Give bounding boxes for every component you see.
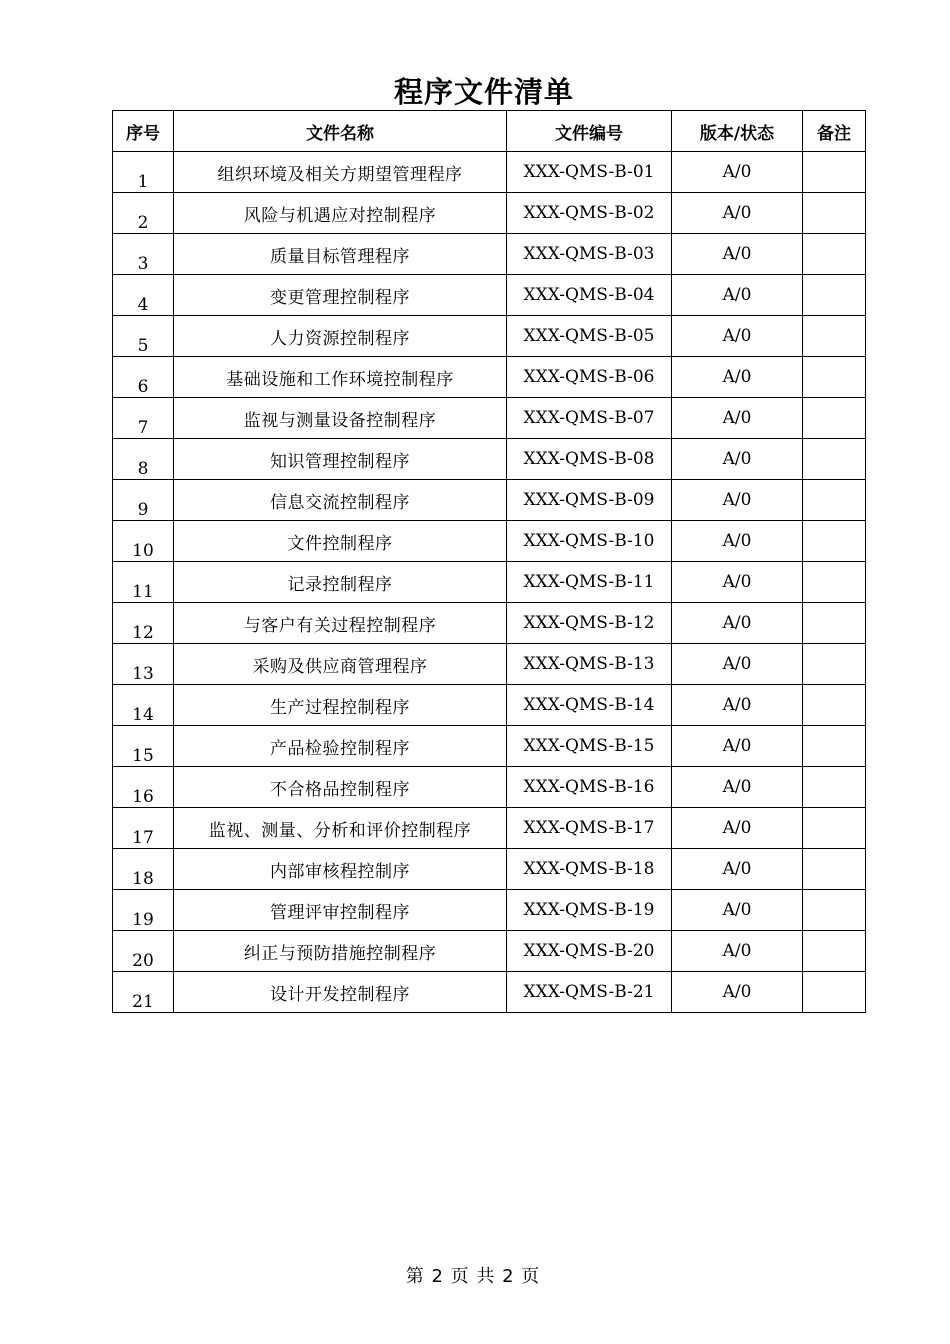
- row-version-cell: A/0: [672, 726, 803, 767]
- row-version-cell: A/0: [672, 849, 803, 890]
- row-remark-cell: [803, 972, 866, 1013]
- row-version-cell: A/0: [672, 316, 803, 357]
- row-index-cell: 12: [113, 603, 174, 644]
- row-version-cell: A/0: [672, 767, 803, 808]
- row-file-code-cell: XXX-QMS-B-18: [507, 849, 672, 890]
- table-row: [113, 849, 866, 890]
- row-file-code-cell: XXX-QMS-B-14: [507, 685, 672, 726]
- table-row: [113, 890, 866, 931]
- header-file-name: 文件名称: [174, 111, 507, 152]
- row-version-cell: A/0: [672, 193, 803, 234]
- row-file-name-cell: 内部审核程控制序: [174, 849, 507, 890]
- table-body: [113, 152, 866, 1013]
- row-index-cell: 10: [113, 521, 174, 562]
- row-index-cell: 18: [113, 849, 174, 890]
- row-index-cell: 7: [113, 398, 174, 439]
- row-remark-cell: [803, 890, 866, 931]
- row-index-cell: 17: [113, 808, 174, 849]
- table-row: [113, 931, 866, 972]
- row-index-cell: 6: [113, 357, 174, 398]
- row-file-name-cell: 基础设施和工作环境控制程序: [174, 357, 507, 398]
- row-index-cell: 15: [113, 726, 174, 767]
- row-remark-cell: [803, 234, 866, 275]
- header-file-code: 文件编号: [507, 111, 672, 152]
- row-file-name-cell: 质量目标管理程序: [174, 234, 507, 275]
- table-row: [113, 152, 866, 193]
- table-row: [113, 316, 866, 357]
- row-version-cell: A/0: [672, 931, 803, 972]
- row-file-code-cell: XXX-QMS-B-01: [507, 152, 672, 193]
- row-index-cell: 21: [113, 972, 174, 1013]
- row-remark-cell: [803, 767, 866, 808]
- table-row: [113, 562, 866, 603]
- row-file-code-cell: XXX-QMS-B-04: [507, 275, 672, 316]
- table-row: [113, 275, 866, 316]
- row-index-cell: 16: [113, 767, 174, 808]
- row-file-name-cell: 设计开发控制程序: [174, 972, 507, 1013]
- row-version-cell: A/0: [672, 890, 803, 931]
- row-remark-cell: [803, 808, 866, 849]
- row-version-cell: A/0: [672, 398, 803, 439]
- procedure-file-table: [112, 110, 866, 1013]
- page-number-footer: 第 2 页 共 2 页: [405, 1266, 541, 1287]
- row-file-name-cell: 采购及供应商管理程序: [174, 644, 507, 685]
- row-file-name-cell: 监视与测量设备控制程序: [174, 398, 507, 439]
- row-file-code-cell: XXX-QMS-B-17: [507, 808, 672, 849]
- row-file-code-cell: XXX-QMS-B-11: [507, 562, 672, 603]
- table-row: [113, 685, 866, 726]
- row-remark-cell: [803, 849, 866, 890]
- row-version-cell: A/0: [672, 152, 803, 193]
- table-row: [113, 398, 866, 439]
- row-file-code-cell: XXX-QMS-B-20: [507, 931, 672, 972]
- row-version-cell: A/0: [672, 603, 803, 644]
- table-row: [113, 726, 866, 767]
- row-file-name-cell: 记录控制程序: [174, 562, 507, 603]
- row-remark-cell: [803, 275, 866, 316]
- row-remark-cell: [803, 398, 866, 439]
- row-remark-cell: [803, 603, 866, 644]
- table-row: [113, 521, 866, 562]
- row-index-cell: 3: [113, 234, 174, 275]
- row-index-cell: 1: [113, 152, 174, 193]
- row-index-cell: 5: [113, 316, 174, 357]
- header-index: 序号: [113, 111, 174, 152]
- row-index-cell: 8: [113, 439, 174, 480]
- row-file-name-cell: 管理评审控制程序: [174, 890, 507, 931]
- row-file-name-cell: 纠正与预防措施控制程序: [174, 931, 507, 972]
- row-file-code-cell: XXX-QMS-B-08: [507, 439, 672, 480]
- row-file-name-cell: 产品检验控制程序: [174, 726, 507, 767]
- row-file-code-cell: XXX-QMS-B-16: [507, 767, 672, 808]
- table-row: [113, 603, 866, 644]
- row-index-cell: 9: [113, 480, 174, 521]
- row-remark-cell: [803, 316, 866, 357]
- row-version-cell: A/0: [672, 562, 803, 603]
- row-file-name-cell: 生产过程控制程序: [174, 685, 507, 726]
- row-version-cell: A/0: [672, 439, 803, 480]
- row-remark-cell: [803, 521, 866, 562]
- table-row: [113, 972, 866, 1013]
- table-row: [113, 808, 866, 849]
- table-row: [113, 644, 866, 685]
- row-file-code-cell: XXX-QMS-B-05: [507, 316, 672, 357]
- table-row: [113, 767, 866, 808]
- row-file-code-cell: XXX-QMS-B-19: [507, 890, 672, 931]
- row-file-name-cell: 变更管理控制程序: [174, 275, 507, 316]
- table-row: [113, 439, 866, 480]
- row-version-cell: A/0: [672, 685, 803, 726]
- row-index-cell: 2: [113, 193, 174, 234]
- row-file-name-cell: 信息交流控制程序: [174, 480, 507, 521]
- row-file-name-cell: 风险与机遇应对控制程序: [174, 193, 507, 234]
- row-file-name-cell: 监视、测量、分析和评价控制程序: [174, 808, 507, 849]
- row-remark-cell: [803, 193, 866, 234]
- table-row: [113, 357, 866, 398]
- row-remark-cell: [803, 726, 866, 767]
- table-header-row: [113, 111, 866, 152]
- row-file-code-cell: XXX-QMS-B-12: [507, 603, 672, 644]
- row-version-cell: A/0: [672, 521, 803, 562]
- row-file-code-cell: XXX-QMS-B-21: [507, 972, 672, 1013]
- row-index-cell: 14: [113, 685, 174, 726]
- row-file-code-cell: XXX-QMS-B-07: [507, 398, 672, 439]
- row-file-code-cell: XXX-QMS-B-15: [507, 726, 672, 767]
- row-index-cell: 11: [113, 562, 174, 603]
- table-row: [113, 193, 866, 234]
- row-file-code-cell: XXX-QMS-B-03: [507, 234, 672, 275]
- header-version-status: 版本/状态: [672, 111, 803, 152]
- row-remark-cell: [803, 644, 866, 685]
- row-file-name-cell: 与客户有关过程控制程序: [174, 603, 507, 644]
- row-remark-cell: [803, 685, 866, 726]
- row-remark-cell: [803, 152, 866, 193]
- row-file-name-cell: 组织环境及相关方期望管理程序: [174, 152, 507, 193]
- row-index-cell: 4: [113, 275, 174, 316]
- row-remark-cell: [803, 357, 866, 398]
- row-remark-cell: [803, 439, 866, 480]
- row-file-code-cell: XXX-QMS-B-10: [507, 521, 672, 562]
- page-title: 程序文件清单: [393, 75, 574, 109]
- row-version-cell: A/0: [672, 357, 803, 398]
- row-remark-cell: [803, 562, 866, 603]
- row-remark-cell: [803, 480, 866, 521]
- header-remark: 备注: [803, 111, 866, 152]
- row-file-code-cell: XXX-QMS-B-13: [507, 644, 672, 685]
- row-version-cell: A/0: [672, 972, 803, 1013]
- row-version-cell: A/0: [672, 275, 803, 316]
- table-row: [113, 480, 866, 521]
- row-file-code-cell: XXX-QMS-B-02: [507, 193, 672, 234]
- row-index-cell: 20: [113, 931, 174, 972]
- row-remark-cell: [803, 931, 866, 972]
- row-file-name-cell: 不合格品控制程序: [174, 767, 507, 808]
- table-row: [113, 234, 866, 275]
- row-version-cell: A/0: [672, 234, 803, 275]
- row-version-cell: A/0: [672, 644, 803, 685]
- row-file-name-cell: 文件控制程序: [174, 521, 507, 562]
- row-index-cell: 13: [113, 644, 174, 685]
- row-file-code-cell: XXX-QMS-B-06: [507, 357, 672, 398]
- row-file-name-cell: 人力资源控制程序: [174, 316, 507, 357]
- row-file-name-cell: 知识管理控制程序: [174, 439, 507, 480]
- row-file-code-cell: XXX-QMS-B-09: [507, 480, 672, 521]
- row-version-cell: A/0: [672, 480, 803, 521]
- row-version-cell: A/0: [672, 808, 803, 849]
- row-index-cell: 19: [113, 890, 174, 931]
